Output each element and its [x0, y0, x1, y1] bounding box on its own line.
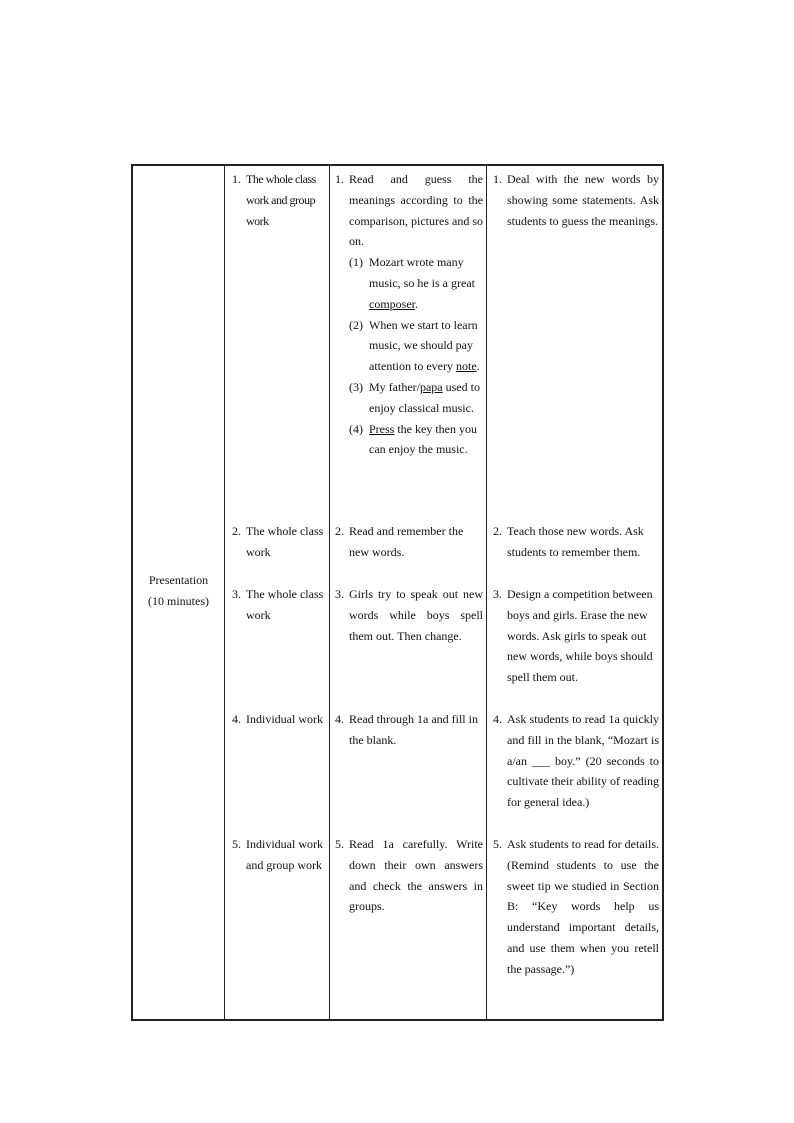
column-divider: [224, 166, 225, 1019]
example-item: (3) My father/papa used to enjoy classical music.: [349, 379, 480, 415]
vocab-word: Press: [369, 421, 395, 436]
vocab-word: composer: [369, 296, 415, 311]
example-item: (4) Press the key then you can enjoy the music.: [349, 421, 477, 457]
activity-text: Read through 1a and fill in the blank.: [349, 712, 478, 747]
mode-text: Individual work and group work: [246, 837, 323, 872]
teacher-text: Design a competition between boys and girls. Erase the new words. Ask girls to speak out new words, while boys should spell them out.: [507, 587, 653, 685]
example-item: (1) Mozart wrote many music, so he is a great composer.: [349, 255, 475, 311]
row-5-teacher: 5. Ask students to read for details. (Remind students to use the sweet tip we studied in Section B: “Key words help us understand important details, and use them when you retell the passage.”): [493, 834, 659, 980]
mode-text: The whole class work: [246, 524, 324, 559]
row-4-teacher: 4. Ask students to read 1a quickly and fill in the blank, “Mozart is a/an ___ boy.” (20 seconds to cultivate their ability of reading for general idea.): [493, 709, 659, 813]
lesson-table: [131, 164, 664, 1021]
stage-cell: [133, 570, 224, 612]
mode-text: The whole class work and group work: [246, 172, 316, 228]
row-1-mode: 1. The whole class work and group work: [232, 169, 328, 231]
row-5-activity: 5. Read 1a carefully. Write down their own answers and check the answers in groups.: [335, 834, 483, 917]
column-divider: [486, 166, 487, 1019]
vocab-word: papa: [419, 379, 443, 394]
row-4-mode: 4. Individual work: [232, 709, 328, 730]
teacher-text: Teach those new words. Ask students to remember them.: [507, 524, 644, 559]
activity-text: Read and guess the meanings according to the comparison, pictures and so on.: [349, 172, 483, 249]
teacher-text: Ask students to read 1a quickly and fill in the blank, “Mozart is a/an ___ boy.” (20 seconds to cultivate their ability of reading for general idea.): [507, 712, 659, 810]
row-3-teacher: 3. Design a competition between boys and girls. Erase the new words. Ask girls to speak out new words, while boys should spell them out.: [493, 584, 659, 688]
row-1-activity: 1. Read and guess the meanings according to the comparison, pictures and so on. (1) Mozart wrote many music, so he is a great composer. (2) When we start to learn music, we should pay attention to every note. (3) My father/papa used to enjoy classical music. (4) Press the key then you can enjoy the music.: [335, 169, 483, 460]
row-2-teacher: 2. Teach those new words. Ask students to remember them.: [493, 521, 659, 563]
mode-text: Individual work: [246, 712, 323, 726]
example-list: [335, 252, 483, 460]
row-5-mode: 5. Individual work and group work: [232, 834, 328, 876]
row-3-mode: 3. The whole class work: [232, 584, 328, 626]
row-4-activity: 4. Read through 1a and fill in the blank.: [335, 709, 483, 751]
row-2-activity: 2. Read and remember the new words.: [335, 521, 483, 563]
activity-text: Read and remember the new words.: [349, 524, 464, 559]
row-1-teacher: 1. Deal with the new words by showing some statements. Ask students to guess the meanings.: [493, 169, 659, 231]
stage-name: Presentation: [148, 573, 209, 587]
activity-text: Girls try to speak out new words while boys spell them out. Then change.: [349, 587, 483, 643]
example-item: (2) When we start to learn music, we should pay attention to every note.: [349, 317, 480, 374]
column-divider: [329, 166, 330, 1019]
activity-text: Read 1a carefully. Write down their own answers and check the answers in groups.: [349, 837, 483, 914]
vocab-word: note: [455, 359, 477, 374]
stage-duration: (10 minutes): [148, 593, 209, 608]
row-2-mode: 2. The whole class work: [232, 521, 328, 563]
teacher-text: Ask students to read for details. (Remind students to use the sweet tip we studied in Section B: “Key words help us understand important details, and use them when you retell the passage.”): [507, 837, 659, 976]
mode-text: The whole class work: [246, 587, 324, 622]
teacher-text: Deal with the new words by showing some statements. Ask students to guess the meanings.: [507, 172, 659, 228]
row-3-activity: 3. Girls try to speak out new words while boys spell them out. Then change.: [335, 584, 483, 646]
